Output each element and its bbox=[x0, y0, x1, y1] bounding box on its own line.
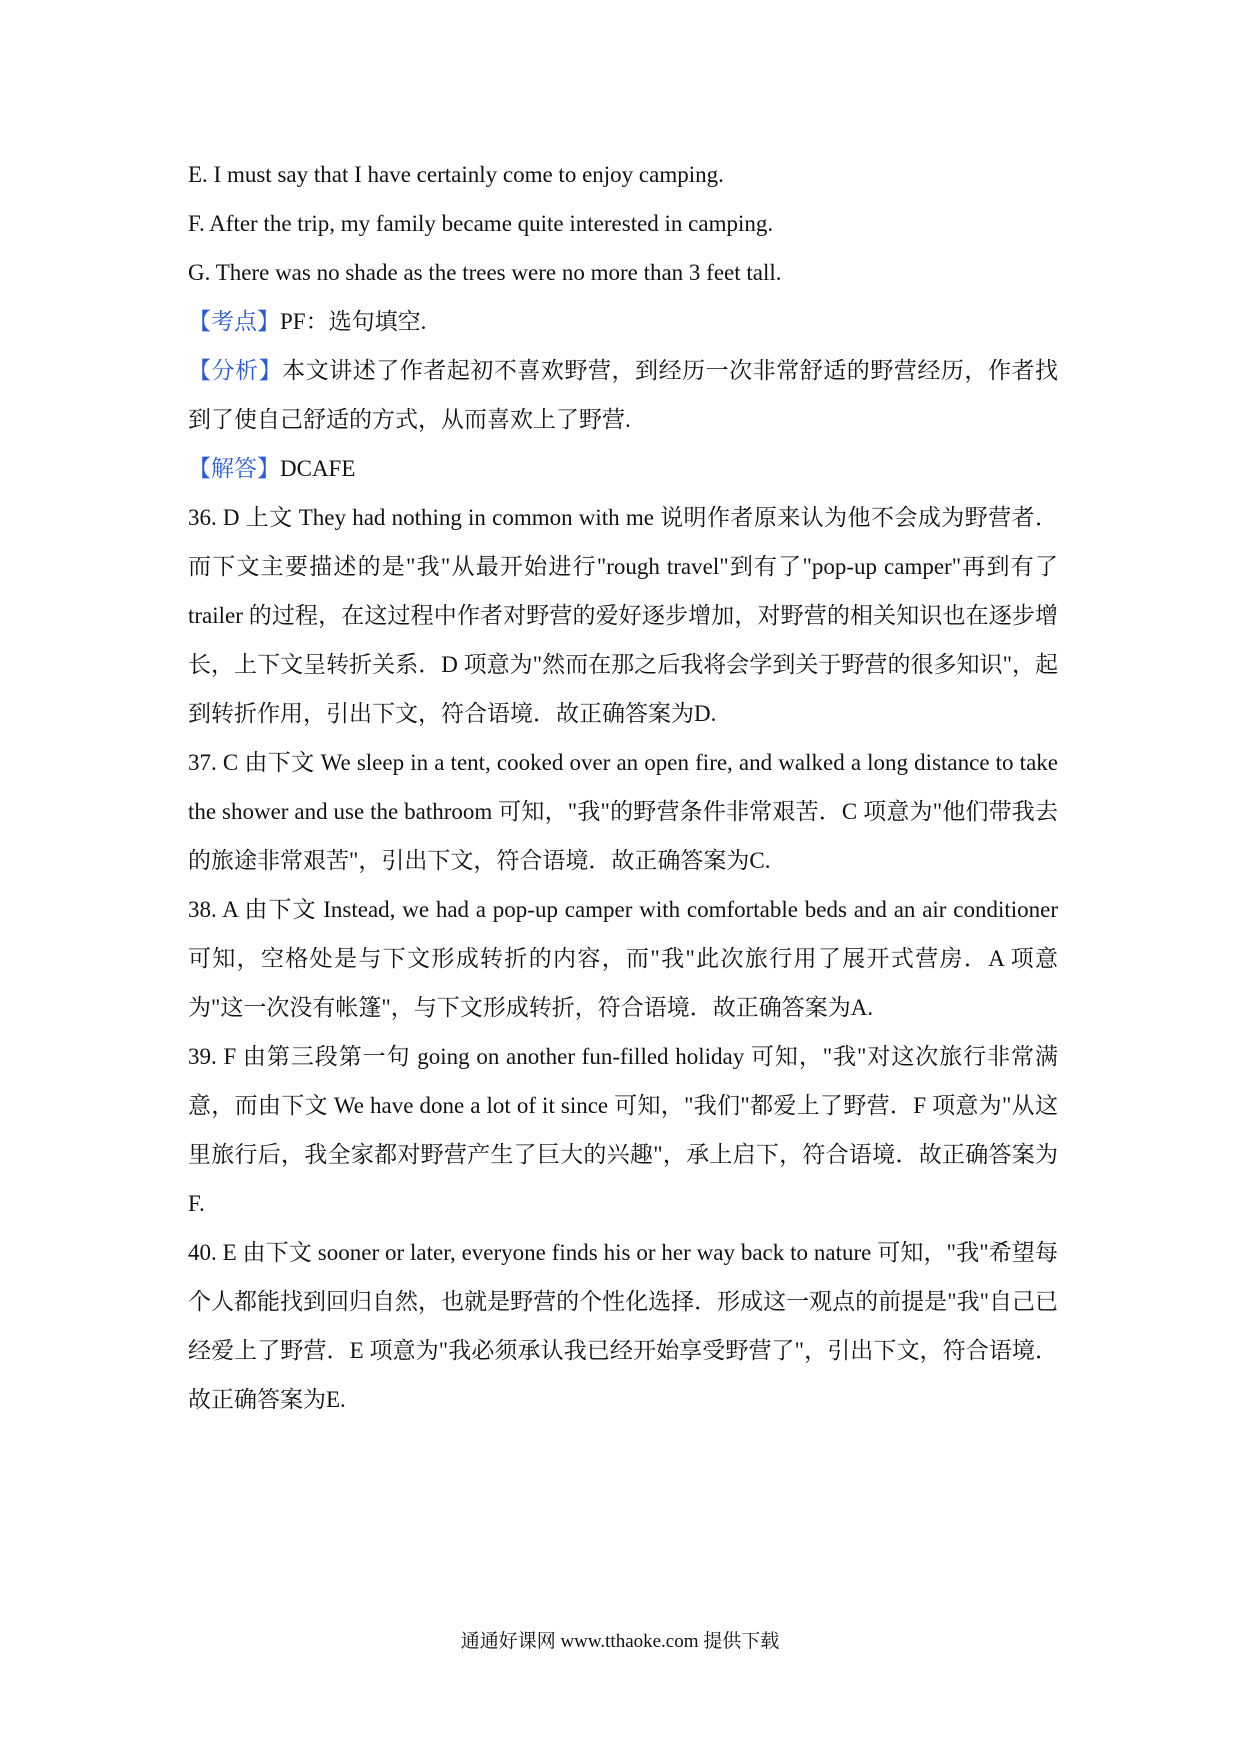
fenxi-text: 本文讲述了作者起初不喜欢野营，到经历一次非常舒适的野营经历，作者找到了使自己舒适的方式，从而喜欢上了野营. bbox=[188, 358, 1059, 432]
kaodian-tag: 【考点】 bbox=[188, 309, 280, 334]
answer-36: 36. D 上文 They had nothing in common with me 说明作者原来认为他不会成为野营者．而下文主要描述的是"我"从最开始进行"rough travel"到有了"pop-up camper"再到有了 trailer 的过程，在这过程中作者对野营的爱好逐步增加，对野营的相关知识也在逐步增长，上下文呈转折关系．D 项意为"然而在那之后我将会学到关于野营的很多知识"，起到转折作用，引出下文，符合语境．故正确答案为D. bbox=[188, 505, 1058, 726]
jieda-tag: 【解答】 bbox=[188, 456, 280, 481]
option-f: F. After the trip, my family became quite interested in camping. bbox=[188, 211, 774, 236]
answer-39: 39. F 由第三段第一句 going on another fun-filled holiday 可知，"我"对这次旅行非常满意，而由下文 We have done a lot of it since 可知，"我们"都爱上了野营．F 项意为"从这里旅行后，我全家都对野营产生了巨大的兴趣"，承上启下，符合语境．故正确答案为F. bbox=[188, 1044, 1058, 1216]
fenxi-section bbox=[188, 346, 1058, 444]
kaodian-section bbox=[188, 297, 1058, 346]
answer-38: 38. A 由下文 Instead, we had a pop-up camper with comfortable beds and an air conditioner 可知，空格处是与下文形成转折的内容，而"我"此次旅行用了展开式营房．A 项意为"这一次没有帐篷"，与下文形成转折，符合语境．故正确答案为A. bbox=[188, 897, 1058, 1020]
kaodian-text: PF：选句填空. bbox=[280, 309, 427, 334]
answer-37: 37. C 由下文 We sleep in a tent, cooked over an open fire, and walked a long distance to take the shower and use the bathroom 可知，"我"的野营条件非常艰苦．C 项意为"他们带我去的旅途非常艰苦"，引出下文，符合语境．故正确答案为C. bbox=[188, 750, 1058, 873]
jieda-text: DCAFE bbox=[280, 456, 356, 481]
answer-40: 40. E 由下文 sooner or later, everyone finds his or her way back to nature 可知，"我"希望每个人都能找到回归自然，也就是野营的个性化选择．形成这一观点的前提是"我"自己已经爱上了野营．E 项意为"我必须承认我已经开始享受野营了"，引出下文，符合语境．故正确答案为E. bbox=[188, 1240, 1058, 1412]
page-footer: 通通好课网 www.tthaoke.com 提供下载 bbox=[460, 1631, 780, 1652]
option-e: E. I must say that I have certainly come to enjoy camping. bbox=[188, 162, 724, 187]
content-area bbox=[188, 150, 1058, 1424]
option-g: G. There was no shade as the trees were no more than 3 feet tall. bbox=[188, 260, 782, 285]
jieda-section bbox=[188, 444, 1058, 493]
fenxi-tag: 【分析】 bbox=[188, 358, 283, 383]
